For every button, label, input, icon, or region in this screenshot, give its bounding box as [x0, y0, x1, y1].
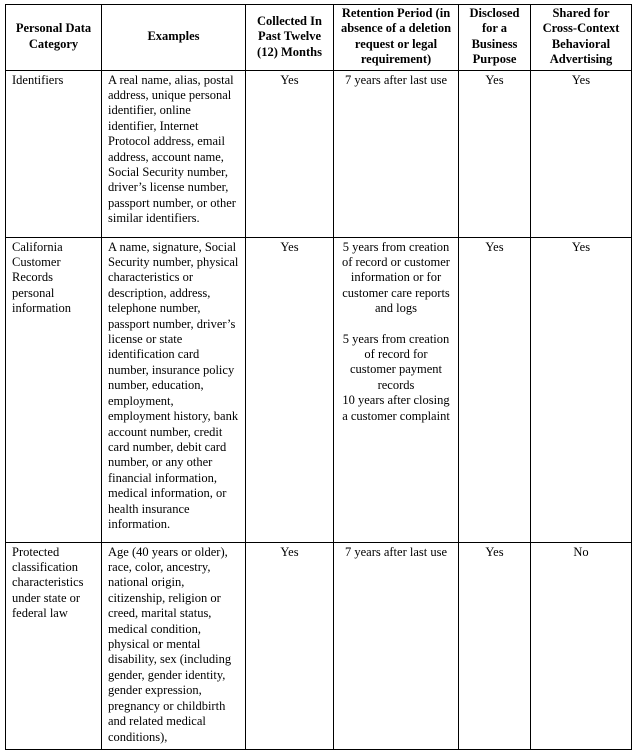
collected-cell: Yes [246, 237, 334, 542]
retention-cell [334, 237, 459, 542]
category-cell: Protected classification characteristics under state or federal law [6, 542, 102, 749]
shared-cell: Yes [531, 70, 632, 237]
category-cell: California Customer Records personal information [6, 237, 102, 542]
header-disclosed: Disclosed for a Business Purpose [459, 5, 531, 71]
retention-cell: 7 years after last use [334, 542, 459, 749]
shared-cell: Yes [531, 237, 632, 542]
header-examples: Examples [102, 5, 246, 71]
disclosed-cell: Yes [459, 542, 531, 749]
table-header-row [6, 5, 632, 71]
retention-cell: 7 years after last use [334, 70, 459, 237]
retention-text: 5 years from creation of record for customer payment records [342, 331, 450, 392]
disclosed-cell: Yes [459, 237, 531, 542]
examples-cell: A name, signature, Social Security number, physical characteristics or description, address, telephone number, passport number, driver’s license or state identification card number, insurance policy number, education, employment, employment history, bank account number, credit card number, debit card number, or any other financial information, medical information, or health insurance information. [102, 237, 246, 542]
disclosed-cell: Yes [459, 70, 531, 237]
collected-cell: Yes [246, 542, 334, 749]
header-retention: Retention Period (in absence of a deletion request or legal requirement) [334, 5, 459, 71]
collected-cell: Yes [246, 70, 334, 237]
examples-cell: Age (40 years or older), race, color, ancestry, national origin, citizenship, religion or creed, marital status, medical condition, physical or mental disability, sex (including gender, gender identity, gender expression, pregnancy or childbirth and related medical conditions), [102, 542, 246, 749]
table-row [6, 70, 632, 237]
shared-cell: No [531, 542, 632, 749]
retention-text: 5 years from creation of record or customer information or for customer care reports and logs [342, 239, 450, 316]
category-cell: Identifiers [6, 70, 102, 237]
header-collected: Collected In Past Twelve (12) Months [246, 5, 334, 71]
header-shared: Shared for Cross-Context Behavioral Advertising [531, 5, 632, 71]
table-row [6, 237, 632, 542]
retention-text: 10 years after closing a customer complaint [342, 393, 450, 423]
personal-data-table [5, 4, 632, 750]
examples-cell: A real name, alias, postal address, unique personal identifier, online identifier, Internet Protocol address, email address, account name, Social Security number, driver’s license number, passport number, or other similar identifiers. [102, 70, 246, 237]
table-row [6, 542, 632, 749]
header-category: Personal Data Category [6, 5, 102, 71]
